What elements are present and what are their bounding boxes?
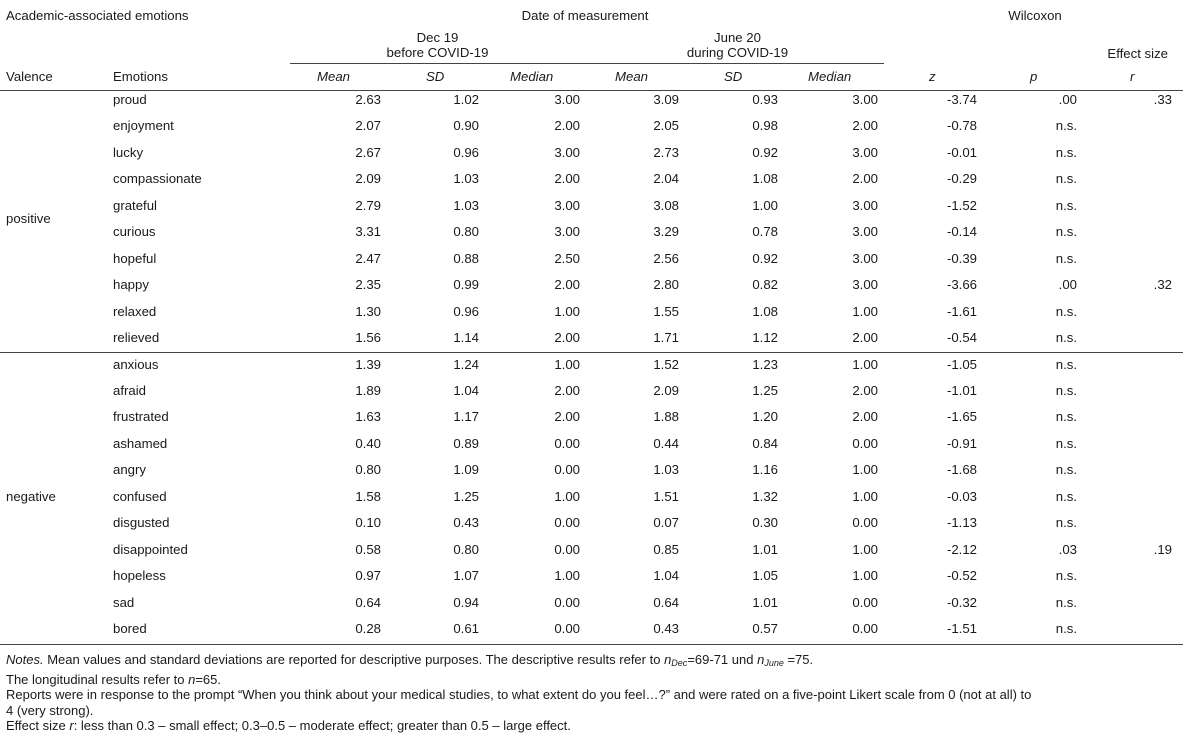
cell-dec-median: 2.00 [554, 118, 580, 134]
cell-dec-mean: 0.10 [355, 515, 381, 531]
cell-jun-mean: 2.80 [653, 277, 679, 293]
cell-jun-median: 2.00 [852, 409, 878, 425]
cell-jun-median: 1.00 [852, 568, 878, 584]
cell-emotion: happy [113, 277, 149, 293]
cell-p: n.s. [1055, 197, 1077, 213]
cell-dec-median: 2.00 [554, 382, 580, 398]
cell-jun-median: 3.00 [852, 224, 878, 240]
cell-jun-median: 0.00 [852, 435, 878, 451]
table-bottom-rule [0, 644, 1183, 645]
cell-jun-mean: 3.08 [653, 197, 679, 213]
cell-jun-median: 1.00 [852, 488, 878, 504]
notes-line-2 [6, 672, 1178, 688]
cell-jun-sd: 0.30 [752, 515, 778, 531]
cell-jun-sd: 1.08 [752, 303, 778, 319]
cell-jun-mean: 1.55 [653, 303, 679, 319]
cell-dec-median: 1.00 [554, 303, 580, 319]
cell-z: -0.78 [946, 118, 977, 134]
cell-jun-median: 0.00 [852, 621, 878, 636]
cell-emotion: afraid [113, 382, 146, 398]
cell-emotion: relieved [113, 330, 160, 346]
valence-label-positive: positive [6, 211, 51, 227]
cell-z: -0.39 [946, 250, 977, 266]
cell-jun-median: 1.00 [852, 462, 878, 478]
cell-emotion: grateful [113, 197, 157, 213]
cell-jun-sd: 1.32 [752, 488, 778, 504]
cell-dec-median: 0.00 [554, 435, 580, 451]
cell-jun-sd: 0.92 [752, 144, 778, 160]
cell-jun-sd: 0.84 [752, 435, 778, 451]
cell-jun-sd: 1.16 [752, 462, 778, 478]
cell-jun-sd: 1.05 [752, 568, 778, 584]
cell-z: -1.13 [946, 515, 977, 531]
header-group-label: Academic-associated emotions [6, 8, 189, 23]
valence-label-negative: negative [6, 488, 56, 504]
header-rule [0, 90, 1183, 91]
cell-jun-sd: 0.78 [752, 224, 778, 240]
cell-dec-sd: 0.88 [453, 250, 479, 266]
cell-p: n.s. [1055, 462, 1077, 478]
cell-z: -0.03 [946, 488, 977, 504]
cell-jun-median: 3.00 [852, 144, 878, 160]
cell-dec-median: 3.00 [554, 224, 580, 240]
cell-jun-median: 3.00 [852, 250, 878, 266]
cell-z: -1.68 [946, 462, 977, 478]
cell-dec-mean: 2.07 [355, 118, 381, 134]
cell-jun-sd: 1.01 [752, 594, 778, 610]
cell-z: -0.01 [946, 144, 977, 160]
notes-line-1 [6, 652, 1178, 672]
cell-emotion: curious [113, 224, 156, 240]
cell-dec-median: 2.00 [554, 409, 580, 425]
cell-jun-mean: 2.05 [653, 118, 679, 134]
cell-jun-sd: 1.25 [752, 382, 778, 398]
cell-p: n.s. [1055, 356, 1077, 372]
header-jun-median: Median [808, 69, 852, 84]
cell-jun-mean: 0.44 [653, 435, 679, 451]
cell-jun-sd: 1.08 [752, 171, 778, 187]
cell-emotion: frustrated [113, 409, 169, 425]
cell-emotion: ashamed [113, 435, 168, 451]
cell-z: -0.54 [946, 330, 977, 346]
cell-dec-median: 1.00 [554, 568, 580, 584]
cell-emotion: hopeless [113, 568, 166, 584]
cell-jun-median: 3.00 [852, 197, 878, 213]
notes-line-3: Reports were in response to the prompt “When you think about your medical studies, to what extent do you feel…?” and were rated on a five-point Likert scale from 0 (not at all) to [6, 687, 1032, 702]
cell-emotion: enjoyment [113, 118, 174, 134]
header-subrule [290, 63, 884, 64]
cell-p: n.s. [1055, 568, 1077, 584]
cell-dec-sd: 1.03 [453, 197, 479, 213]
cell-jun-mean: 3.29 [653, 224, 679, 240]
cell-jun-median: 3.00 [852, 277, 878, 293]
cell-emotion: anxious [113, 356, 159, 372]
cell-dec-sd: 0.99 [453, 277, 479, 293]
cell-dec-mean: 1.39 [355, 356, 381, 372]
cell-jun-median: 0.00 [852, 594, 878, 610]
notes-n-dec-value: =69-71 und [687, 652, 758, 667]
header-dec-line2: before COVID-19 [386, 45, 489, 60]
cell-dec-sd: 1.04 [453, 382, 479, 398]
cell-z: -1.61 [946, 303, 977, 319]
cell-dec-median: 0.00 [554, 462, 580, 478]
cell-emotion: disgusted [113, 515, 170, 531]
cell-jun-sd: 1.12 [752, 330, 778, 346]
notes-line-2-n: n [188, 671, 196, 687]
cell-z: -2.12 [946, 541, 977, 557]
cell-jun-median: 2.00 [852, 382, 878, 398]
cell-emotion: compassionate [113, 171, 202, 187]
cell-p: n.s. [1055, 330, 1077, 346]
notes-line-2-value: =65. [195, 671, 222, 687]
cell-dec-mean: 3.31 [355, 224, 381, 240]
cell-jun-mean: 1.04 [653, 568, 679, 584]
cell-dec-sd: 0.61 [453, 621, 479, 636]
cell-dec-mean: 1.63 [355, 409, 381, 425]
cell-p: n.s. [1055, 435, 1077, 451]
valence-separator-rule [0, 352, 1183, 353]
cell-jun-sd: 1.00 [752, 197, 778, 213]
cell-p: n.s. [1055, 409, 1077, 425]
cell-p: n.s. [1055, 303, 1077, 319]
notes-line-5-r: r [69, 718, 74, 733]
cell-dec-median: 0.00 [554, 515, 580, 531]
notes-n-june-subscript: June [764, 658, 784, 668]
cell-z: -1.05 [946, 356, 977, 372]
cell-jun-sd: 0.98 [752, 118, 778, 134]
cell-jun-mean: 2.73 [653, 144, 679, 160]
cell-dec-mean: 2.79 [355, 197, 381, 213]
cell-emotion: disappointed [113, 541, 188, 557]
cell-p: n.s. [1055, 515, 1077, 531]
cell-z: -1.01 [946, 382, 977, 398]
header-jun-mean: Mean [615, 69, 648, 84]
cell-dec-sd: 1.14 [453, 330, 479, 346]
header-effect-size-label: Effect size [1107, 46, 1168, 61]
cell-dec-sd: 1.17 [453, 409, 479, 425]
cell-dec-median: 0.00 [554, 621, 580, 636]
cell-emotion: confused [113, 488, 167, 504]
cell-jun-median: 0.00 [852, 515, 878, 531]
cell-dec-mean: 0.58 [355, 541, 381, 557]
notes-line-4: 4 (very strong). [6, 702, 94, 718]
cell-dec-mean: 1.56 [355, 330, 381, 346]
cell-dec-sd: 1.03 [453, 171, 479, 187]
cell-z: -0.91 [946, 435, 977, 451]
cell-jun-median: 2.00 [852, 171, 878, 187]
notes-line-5-text: : less than 0.3 – small effect; 0.3–0.5 – moderate effect; greater than 0.5 – large effect. [73, 718, 571, 733]
cell-r: .19 [1153, 541, 1172, 557]
cell-dec-median: 2.00 [554, 171, 580, 187]
cell-p: .00 [1058, 92, 1077, 107]
cell-emotion: lucky [113, 144, 144, 160]
notes-line-5-label: Effect size [6, 718, 70, 733]
cell-dec-sd: 0.96 [453, 144, 479, 160]
cell-dec-median: 3.00 [554, 197, 580, 213]
cell-emotion: relaxed [113, 303, 157, 319]
cell-dec-mean: 0.97 [355, 568, 381, 584]
cell-emotion: proud [113, 92, 147, 107]
header-june-line2: during COVID-19 [686, 45, 789, 60]
cell-dec-sd: 1.24 [453, 356, 479, 372]
cell-jun-sd: 1.23 [752, 356, 778, 372]
cell-jun-mean: 0.07 [653, 515, 679, 531]
notes-n-june-value: =75. [783, 652, 814, 667]
cell-p: n.s. [1055, 224, 1077, 240]
cell-emotion: sad [113, 594, 135, 610]
header-emotions: Emotions [113, 69, 168, 84]
header-r: r [1130, 69, 1135, 84]
cell-p: n.s. [1055, 621, 1077, 636]
header-date-label: Date of measurement [521, 8, 649, 23]
cell-dec-mean: 2.47 [355, 250, 381, 266]
cell-dec-sd: 1.09 [453, 462, 479, 478]
notes-line-1-text: Mean values and standard deviations are reported for descriptive purposes. The descriptive results refer to [43, 652, 665, 667]
cell-jun-sd: 1.01 [752, 541, 778, 557]
cell-z: -1.65 [946, 409, 977, 425]
cell-dec-median: 1.00 [554, 356, 580, 372]
cell-dec-mean: 2.35 [355, 277, 381, 293]
header-valence: Valence [6, 69, 53, 84]
notes-n-dec-subscript: Dec [671, 658, 688, 668]
cell-dec-mean: 2.63 [355, 92, 381, 107]
cell-dec-sd: 1.25 [453, 488, 479, 504]
cell-z: -3.74 [946, 92, 977, 107]
cell-jun-mean: 0.64 [653, 594, 679, 610]
cell-jun-mean: 2.56 [653, 250, 679, 266]
cell-z: -0.14 [946, 224, 977, 240]
cell-p: n.s. [1055, 594, 1077, 610]
cell-z: -0.32 [946, 594, 977, 610]
cell-jun-median: 2.00 [852, 330, 878, 346]
header-june-line1: June 20 [714, 30, 761, 45]
cell-dec-sd: 0.90 [453, 118, 479, 134]
notes-label: Notes. [6, 652, 44, 667]
cell-jun-sd: 0.93 [752, 92, 778, 107]
cell-z: -1.51 [946, 621, 977, 636]
header-z: z [929, 69, 936, 84]
notes-line-2-text: The longitudinal results refer to [6, 671, 189, 687]
cell-p: n.s. [1055, 488, 1077, 504]
cell-dec-median: 2.00 [554, 330, 580, 346]
cell-dec-mean: 0.28 [355, 621, 381, 636]
cell-dec-sd: 0.80 [453, 224, 479, 240]
cell-jun-mean: 1.03 [653, 462, 679, 478]
cell-z: -0.52 [946, 568, 977, 584]
cell-jun-mean: 1.88 [653, 409, 679, 425]
cell-z: -0.29 [946, 171, 977, 187]
cell-dec-median: 3.00 [554, 92, 580, 107]
cell-dec-median: 0.00 [554, 594, 580, 610]
header-dec-sd: SD [426, 69, 445, 84]
cell-z: -1.52 [946, 197, 977, 213]
header-wilcoxon-label: Wilcoxon [1008, 8, 1062, 23]
header-jun-sd: SD [724, 69, 743, 84]
cell-jun-sd: 0.57 [752, 621, 778, 636]
cell-p: n.s. [1055, 144, 1077, 160]
cell-dec-mean: 0.64 [355, 594, 381, 610]
cell-dec-median: 3.00 [554, 144, 580, 160]
cell-p: n.s. [1055, 171, 1077, 187]
header-dec-line1: Dec 19 [416, 30, 459, 45]
cell-emotion: angry [113, 462, 146, 478]
cell-r: .32 [1153, 277, 1172, 293]
cell-jun-median: 2.00 [852, 118, 878, 134]
cell-dec-median: 2.00 [554, 277, 580, 293]
notes-n-june-symbol: n [757, 652, 765, 667]
cell-p: .03 [1058, 541, 1077, 557]
cell-p: .00 [1058, 277, 1077, 293]
cell-jun-median: 1.00 [852, 541, 878, 557]
cell-dec-mean: 1.89 [355, 382, 381, 398]
notes-line-5 [6, 718, 1178, 734]
notes-n-dec-symbol: n [664, 652, 672, 667]
cell-dec-mean: 2.09 [355, 171, 381, 187]
cell-p: n.s. [1055, 382, 1077, 398]
cell-emotion: bored [113, 621, 147, 636]
cell-dec-mean: 1.30 [355, 303, 381, 319]
cell-jun-sd: 1.20 [752, 409, 778, 425]
cell-p: n.s. [1055, 118, 1077, 134]
cell-dec-mean: 1.58 [355, 488, 381, 504]
cell-dec-median: 0.00 [554, 541, 580, 557]
cell-r: .33 [1153, 92, 1172, 107]
cell-z: -3.66 [946, 277, 977, 293]
cell-jun-mean: 1.71 [653, 330, 679, 346]
cell-dec-sd: 1.07 [453, 568, 479, 584]
cell-dec-sd: 1.02 [453, 92, 479, 107]
cell-dec-mean: 0.80 [355, 462, 381, 478]
cell-jun-sd: 0.92 [752, 250, 778, 266]
cell-dec-sd: 0.96 [453, 303, 479, 319]
cell-dec-median: 1.00 [554, 488, 580, 504]
cell-emotion: hopeful [113, 250, 157, 266]
cell-dec-sd: 0.43 [453, 515, 479, 531]
cell-jun-median: 1.00 [852, 303, 878, 319]
table-notes [6, 652, 1178, 734]
cell-dec-mean: 2.67 [355, 144, 381, 160]
cell-jun-mean: 3.09 [653, 92, 679, 107]
cell-dec-median: 2.50 [554, 250, 580, 266]
cell-jun-median: 3.00 [852, 92, 878, 107]
header-dec-median: Median [510, 69, 554, 84]
cell-jun-mean: 0.85 [653, 541, 679, 557]
cell-dec-sd: 0.89 [453, 435, 479, 451]
header-dec-mean: Mean [317, 69, 350, 84]
cell-jun-mean: 0.43 [653, 621, 679, 636]
cell-jun-median: 1.00 [852, 356, 878, 372]
cell-jun-mean: 2.09 [653, 382, 679, 398]
cell-jun-sd: 0.82 [752, 277, 778, 293]
cell-jun-mean: 1.52 [653, 356, 679, 372]
cell-p: n.s. [1055, 250, 1077, 266]
cell-jun-mean: 2.04 [653, 171, 679, 187]
cell-dec-sd: 0.94 [453, 594, 479, 610]
header-p: p [1030, 69, 1038, 84]
cell-dec-sd: 0.80 [453, 541, 479, 557]
cell-jun-mean: 1.51 [653, 488, 679, 504]
cell-dec-mean: 0.40 [355, 435, 381, 451]
